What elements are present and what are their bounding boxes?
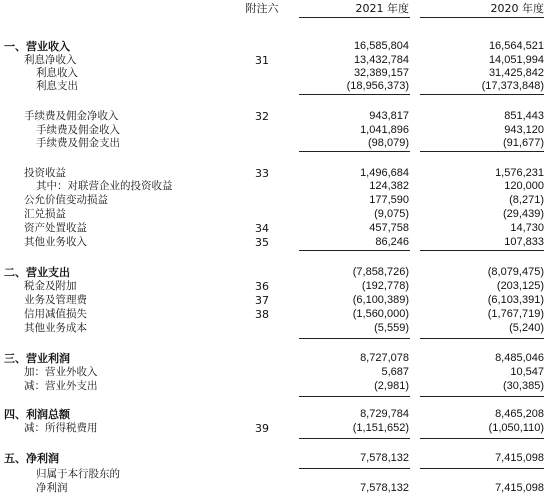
- table-row: [0, 167, 554, 180]
- row-label: 四、利润总额: [4, 408, 70, 421]
- value-2021: 457,758: [369, 222, 409, 234]
- value-2021: (7,858,726): [352, 266, 409, 278]
- value-2021: 1,496,684: [360, 167, 409, 179]
- value-2020: 7,415,098: [495, 452, 544, 464]
- subtotal-rule-2020: [420, 94, 544, 95]
- table-row: [0, 67, 554, 80]
- value-2021: 5,687: [381, 366, 409, 378]
- value-2021: 8,727,078: [360, 352, 409, 364]
- value-2021: 8,729,784: [360, 408, 409, 420]
- value-2020: (91,677): [503, 137, 544, 149]
- table-row: [0, 322, 554, 335]
- value-2020: (29,439): [503, 208, 544, 220]
- row-label: 加：营业外收入: [24, 366, 98, 378]
- header-underline-2021: [299, 17, 410, 18]
- table-row: [0, 308, 554, 321]
- table-row: [0, 408, 554, 421]
- value-2020: 120,000: [504, 180, 544, 192]
- table-row: [0, 54, 554, 67]
- row-label: 一、营业收入: [4, 40, 70, 53]
- table-row: [0, 352, 554, 365]
- value-2020: (5,240): [509, 322, 544, 334]
- value-2021: 86,246: [375, 236, 409, 248]
- value-2020: 107,833: [504, 236, 544, 248]
- table-row: [0, 422, 554, 435]
- value-2021: (1,560,000): [352, 308, 409, 320]
- table-row: [0, 222, 554, 235]
- row-label: 净利润: [36, 482, 68, 494]
- value-2020: 14,051,994: [488, 54, 544, 66]
- row-note: 37: [255, 294, 269, 307]
- value-2020: 851,443: [504, 110, 544, 122]
- row-label: 利息收入: [36, 67, 78, 79]
- subtotal-rule-2020: [420, 338, 544, 339]
- table-row: [0, 208, 554, 221]
- row-label: 汇兑损益: [24, 208, 66, 220]
- row-label: 其中：对联营企业的投资收益: [36, 180, 173, 192]
- value-2021: (9,075): [374, 208, 409, 220]
- value-2021: 7,578,132: [360, 482, 409, 494]
- row-label: 利息支出: [36, 80, 78, 92]
- year-2021-column-header: 2021 年度: [355, 2, 409, 15]
- row-label: 其他业务收入: [24, 236, 87, 248]
- value-2020: (6,103,391): [487, 294, 544, 306]
- row-note: 39: [255, 422, 269, 435]
- subtotal-rule-2020: [420, 151, 544, 152]
- value-2021: (1,151,652): [352, 422, 409, 434]
- row-note: 31: [255, 54, 269, 67]
- subtotal-rule-2020: [420, 438, 544, 439]
- table-row: [0, 380, 554, 393]
- table-row: [0, 452, 554, 465]
- table-row: [0, 468, 554, 481]
- table-row: [0, 110, 554, 123]
- value-2020: (203,125): [496, 280, 544, 292]
- subtotal-rule-2021: [299, 151, 410, 152]
- row-label: 减：所得税费用: [24, 422, 98, 434]
- table-row: [0, 294, 554, 307]
- header-underline-2020: [420, 17, 544, 18]
- value-2020: 16,564,521: [488, 40, 544, 52]
- row-label: 利息净收入: [24, 54, 77, 66]
- value-2021: 124,382: [369, 180, 409, 192]
- subtotal-rule-2021: [299, 396, 410, 397]
- subtotal-rule-2020: [420, 250, 544, 251]
- value-2020: (1,050,110): [488, 422, 544, 434]
- row-label: 业务及管理费: [24, 294, 87, 306]
- value-2021: 177,590: [369, 194, 409, 206]
- row-label: 手续费及佣金收入: [36, 124, 120, 136]
- table-row: [0, 280, 554, 293]
- value-2020: 8,465,208: [495, 408, 544, 420]
- row-label: 税金及附加: [24, 280, 77, 292]
- value-2020: 10,547: [510, 366, 544, 378]
- row-label: 手续费及佣金支出: [36, 137, 120, 149]
- table-row: [0, 236, 554, 249]
- table-row: [0, 80, 554, 93]
- value-2021: (18,956,373): [346, 80, 409, 92]
- row-label: 手续费及佣金净收入: [24, 110, 119, 122]
- row-note: 34: [255, 222, 269, 235]
- table-row: [0, 180, 554, 193]
- row-label: 减：营业外支出: [24, 380, 98, 392]
- value-2020: 8,485,046: [495, 352, 544, 364]
- table-row: [0, 194, 554, 207]
- value-2021: 32,389,157: [353, 67, 409, 79]
- year-2020-column-header: 2020 年度: [490, 2, 544, 15]
- value-2021: 13,432,784: [353, 54, 409, 66]
- table-row: [0, 266, 554, 279]
- value-2020: (30,385): [503, 380, 544, 392]
- value-2021: (98,079): [368, 137, 409, 149]
- row-label: 三、营业利润: [4, 352, 70, 365]
- value-2020: (8,271): [509, 194, 544, 206]
- row-label: 公允价值变动损益: [24, 194, 108, 206]
- subtotal-rule-2021: [299, 250, 410, 251]
- value-2021: (192,778): [361, 280, 409, 292]
- table-row: [0, 366, 554, 379]
- value-2020: 14,730: [510, 222, 544, 234]
- value-2020: 1,576,231: [495, 167, 544, 179]
- note-column-header: 附注六: [245, 2, 279, 15]
- value-2021: (6,100,389): [352, 294, 409, 306]
- row-note: 32: [255, 110, 269, 123]
- row-label: 信用减值损失: [24, 308, 87, 320]
- value-2021: (5,559): [374, 322, 409, 334]
- row-label: 归属于本行股东的: [36, 468, 120, 480]
- row-label: 二、营业支出: [4, 266, 70, 279]
- row-note: 33: [255, 167, 269, 180]
- table-row: [0, 124, 554, 137]
- row-note: 36: [255, 280, 269, 293]
- subtotal-rule-2021: [299, 94, 410, 95]
- table-row: [0, 40, 554, 53]
- table-row: [0, 482, 554, 495]
- row-note: 35: [255, 236, 269, 249]
- value-2021: 1,041,896: [360, 124, 409, 136]
- value-2021: 7,578,132: [360, 452, 409, 464]
- table-row: [0, 137, 554, 150]
- subtotal-rule-2021: [299, 338, 410, 339]
- value-2020: 31,425,842: [488, 67, 544, 79]
- value-2020: (8,079,475): [487, 266, 544, 278]
- row-note: 38: [255, 308, 269, 321]
- row-label: 五、净利润: [4, 452, 59, 465]
- value-2021: 943,817: [369, 110, 409, 122]
- value-2020: 943,120: [504, 124, 544, 136]
- row-label: 投资收益: [24, 167, 66, 179]
- value-2020: (1,767,719): [487, 308, 544, 320]
- value-2020: 7,415,098: [495, 482, 544, 494]
- subtotal-rule-2020: [420, 396, 544, 397]
- row-label: 其他业务成本: [24, 322, 87, 334]
- value-2021: (2,981): [374, 380, 409, 392]
- value-2020: (17,373,848): [481, 80, 544, 92]
- row-label: 资产处置收益: [24, 222, 87, 234]
- value-2021: 16,585,804: [353, 40, 409, 52]
- subtotal-rule-2021: [299, 438, 410, 439]
